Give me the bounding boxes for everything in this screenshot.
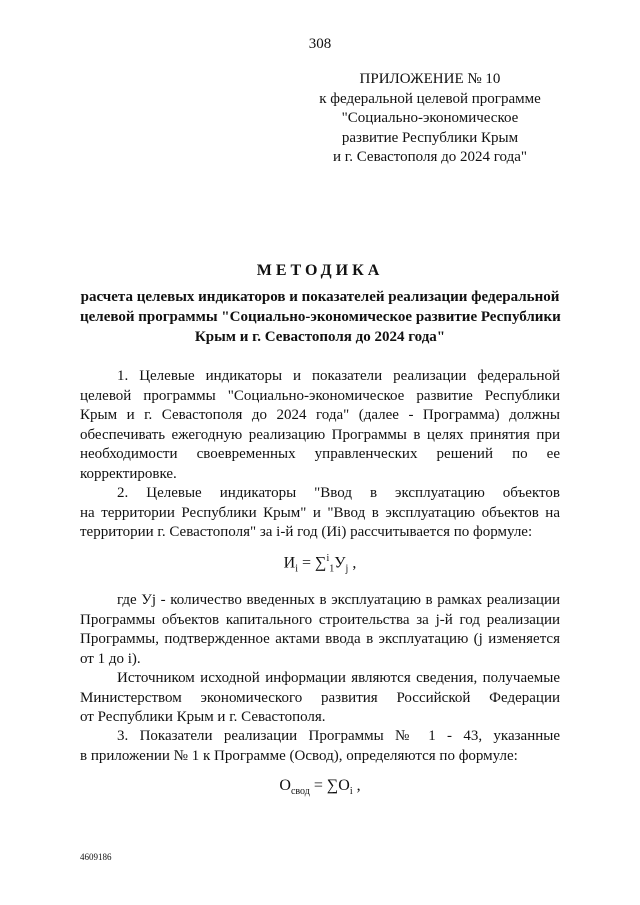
text-line: необходимости своевременных управленческих решений по ее	[80, 446, 560, 462]
appendix-header	[300, 70, 560, 168]
text-line: от 1 до i).	[80, 650, 141, 667]
appendix-line: развитие Республики Крым	[341, 129, 519, 146]
text-line: 1. Целевые индикаторы и показатели реализации федеральной	[117, 368, 560, 384]
text-line: Источником исходной информации являются сведения, получаемые	[117, 670, 560, 686]
text-line: Программы объектов капитального строительства за j-й год реализации	[80, 611, 560, 628]
text-line: обеспечивать ежегодную реализацию Программы в целях принятия при	[80, 426, 560, 443]
text-line: от Республики Крым и г. Севастополя.	[80, 709, 326, 725]
document-code: 4609186	[80, 852, 112, 862]
appendix-line: ПРИЛОЖЕНИЕ № 10	[359, 71, 501, 87]
paragraph-2	[80, 484, 560, 543]
page-number: 308	[308, 36, 332, 52]
subtitle-line: Крым и г. Севастополя до 2024 года"	[194, 329, 446, 345]
subtitle-line: расчета целевых индикаторов и показателей реализации федеральной	[80, 289, 560, 305]
formula-summary: $О_{свод} = \sum О_i$ ,	[279, 777, 361, 798]
formula-indicator: $И_i = \sum^i_1У_j$ ,	[283, 553, 357, 575]
paragraph-5	[80, 727, 560, 766]
text-line: Крым и г. Севастополя до 2024 года" (далее - Программа) должны	[80, 407, 560, 423]
document-title: МЕТОДИКА	[256, 262, 384, 279]
paragraph-3	[80, 591, 560, 669]
text-line: в приложении № 1 к Программе (Освод), определяются по формуле:	[80, 747, 518, 764]
document-subtitle	[80, 287, 560, 347]
text-line: территории г. Севастополя" за i-й год (Иi) рассчитывается по формуле:	[80, 524, 533, 540]
text-line: корректировке.	[80, 465, 177, 482]
text-line: Министерством экономического развития Российской Федерации	[80, 689, 560, 706]
text-line: Программы, подтвержденное актами ввода в эксплуатацию (j изменяется	[80, 631, 560, 647]
appendix-line: к федеральной целевой программе	[319, 90, 541, 107]
paragraph-1	[80, 367, 560, 484]
text-line: где Уj - количество введенных в эксплуатацию в рамках реализации	[117, 592, 560, 608]
text-line: 3. Показатели реализации Программы № 1 - 43, указанные	[117, 728, 560, 744]
text-line: на территории Республики Крым" и "Ввод в эксплуатацию объектов на	[80, 504, 560, 521]
text-line: 2. Целевые индикаторы "Ввод в эксплуатацию объектов	[117, 485, 560, 501]
appendix-line: "Социально-экономическое	[341, 110, 519, 126]
paragraph-4	[80, 669, 560, 728]
subtitle-line: целевой программы "Социально-экономическое развитие Республики	[80, 309, 561, 325]
appendix-line: и г. Севастополя до 2024 года"	[333, 149, 527, 165]
text-line: целевой программы "Социально-экономическое развитие Республики	[80, 387, 560, 404]
